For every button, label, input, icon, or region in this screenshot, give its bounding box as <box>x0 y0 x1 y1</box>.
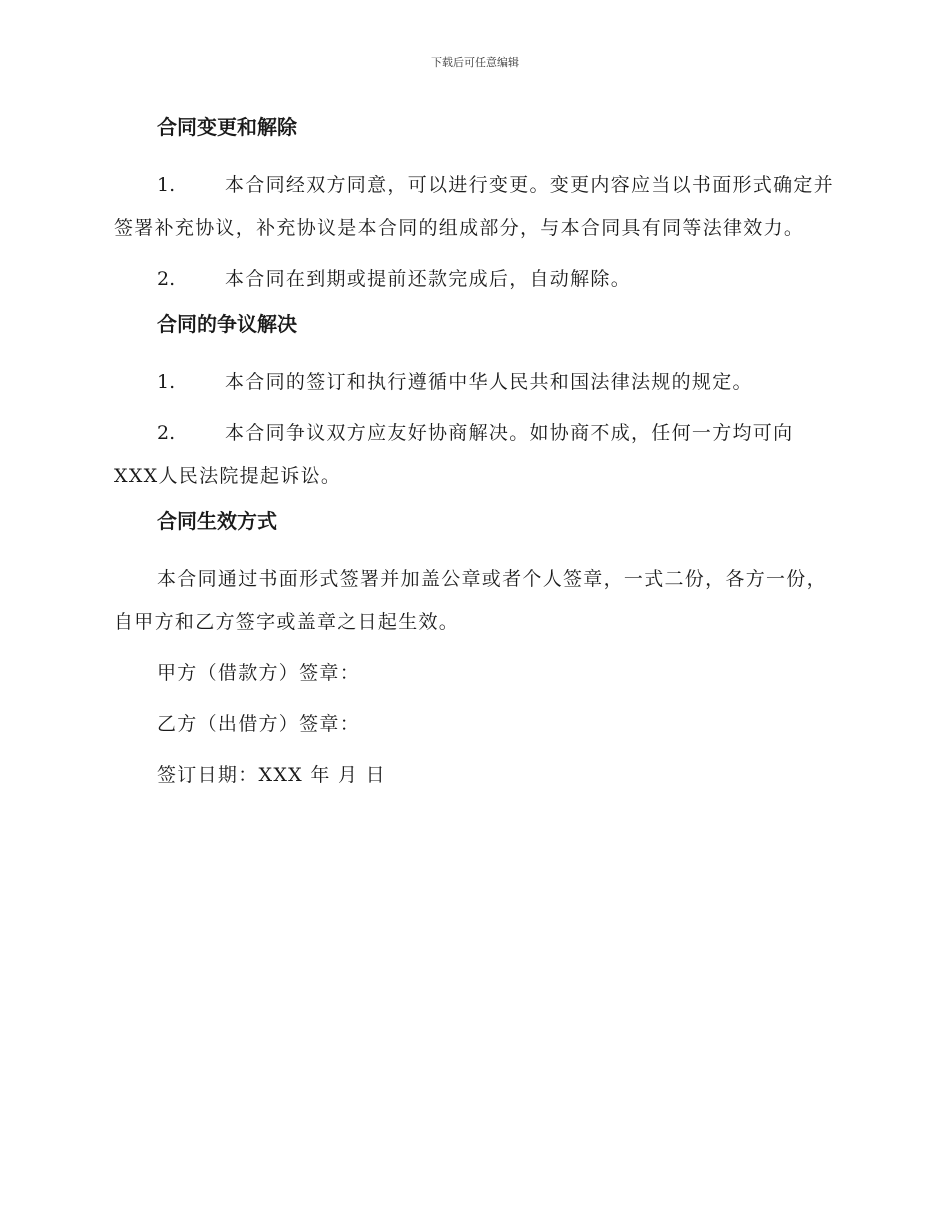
dispute-item-2 <box>114 412 834 498</box>
change-item-1-text: 本合同经双方同意，可以进行变更。变更内容应当以书面形式确定并签署补充协议，补充协议是本合同的组成部分，与本合同具有同等法律效力。 <box>114 174 835 239</box>
page-header: 下载后可任意编辑 <box>431 56 519 69</box>
dispute-item-1-number: 1. <box>157 371 176 393</box>
change-item-2-number: 2. <box>157 268 176 290</box>
section-title-dispute: 合同的争议解决 <box>157 312 297 336</box>
signature-party-a: 甲方（借款方）签章： <box>157 662 361 684</box>
dispute-item-1-text: 本合同的签订和执行遵循中华人民共和国法律法规的规定。 <box>225 371 753 393</box>
section-title-effect: 合同生效方式 <box>157 509 277 533</box>
effect-paragraph: 本合同通过书面形式签署并加盖公章或者个人签章，一式二份，各方一份，自甲方和乙方签字或盖章之日起生效。 <box>114 568 827 633</box>
change-item-1-number: 1. <box>157 174 176 196</box>
signature-party-b: 乙方（出借方）签章： <box>157 713 361 735</box>
dispute-item-2-text: 本合同争议双方应友好协商解决。如协商不成，任何一方均可向XXX人民法院提起诉讼。 <box>114 422 794 487</box>
change-item-2-text: 本合同在到期或提前还款完成后，自动解除。 <box>225 268 632 290</box>
signing-date: 签订日期：XXX 年 月 日 <box>157 764 386 786</box>
change-item-2 <box>114 258 834 301</box>
document-body <box>114 112 834 797</box>
dispute-item-1 <box>114 361 834 404</box>
dispute-item-2-number: 2. <box>157 422 176 444</box>
change-item-1 <box>114 164 834 250</box>
section-title-change: 合同变更和解除 <box>157 115 297 139</box>
